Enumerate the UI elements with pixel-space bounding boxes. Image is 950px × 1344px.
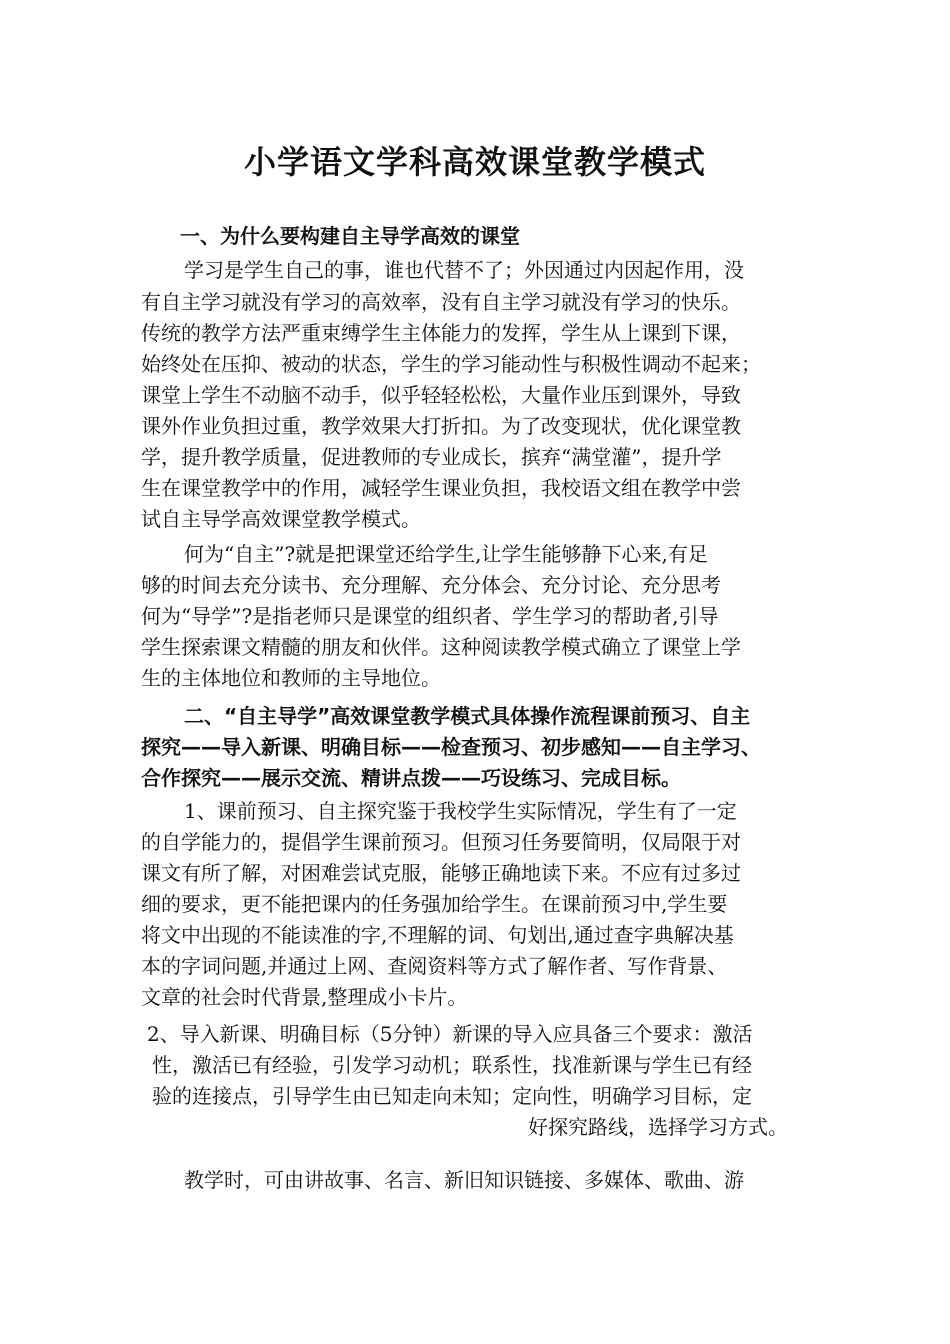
paragraph-2-line: 学生探索课文精髓的朋友和伙伴。这种阅读教学模式确立了课堂上学 (141, 635, 741, 659)
paragraph-1-line: 生在课堂教学中的作用，减轻学生课业负担，我校语文组在教学中尝 (141, 476, 741, 500)
paragraph-3-line: 本的字词问题,并通过上网、查阅资料等方式了解作者、写作背景、 (141, 954, 728, 978)
paragraph-2-line: 何为“自主”?就是把课堂还给学生,让学生能够静下心来,有足 (184, 542, 708, 566)
paragraph-4-line: 验的连接点，引导学生由已知走向未知；定向性，明确学习目标，定 (152, 1084, 752, 1108)
paragraph-3-line: 的自学能力的，提倡学生课前预习。但预习任务要简明，仅局限于对 (141, 830, 741, 854)
section-heading-2-line: 二、“自主导学”高效课堂教学模式具体操作流程课前预习、自主 (184, 704, 751, 728)
paragraph-1-line: 传统的教学方法严重束缚学生主体能力的发挥，学生从上课到下课， (141, 321, 741, 345)
paragraph-4-line: 性，激活已有经验，引发学习动机；联系性，找准新课与学生已有经 (152, 1053, 752, 1077)
paragraph-4-line: 2、导入新课、明确目标（5分钟）新课的导入应具备三个要求：激活 (147, 1022, 753, 1046)
paragraph-1-line: 学习是学生自己的事，谁也代替不了；外因通过内因起作用，没 (184, 258, 744, 282)
paragraph-4-line: 好探究路线，选择学习方式。 (528, 1115, 788, 1139)
paragraph-1-line: 课堂上学生不动脑不动手，似乎轻轻松松，大量作业压到课外，导致 (141, 383, 741, 407)
paragraph-2-line: 生的主体地位和教师的主导地位。 (141, 666, 441, 690)
paragraph-3-line: 细的要求，更不能把课内的任务强加给学生。在课前预习中,学生要 (141, 892, 728, 916)
paragraph-3-line: 文章的社会时代背景,整理成小卡片。 (141, 985, 468, 1009)
document-title: 小学语文学科高效课堂教学模式 (243, 143, 706, 181)
paragraph-3-line: 1、课前预习、自主探究鉴于我校学生实际情况，学生有了一定 (184, 799, 737, 823)
section-heading-2-line: 合作探究——展示交流、精讲点拨——巧设练习、完成目标。 (141, 766, 681, 790)
paragraph-2-line: 何为“导学”?是指老师只是课堂的组织者、学生学习的帮助者,引导 (141, 604, 719, 628)
paragraph-1-line: 试自主导学高效课堂教学模式。 (141, 507, 421, 531)
paragraph-1-line: 始终处在压抑、被动的状态，学生的学习能动性与积极性调动不起来； (141, 352, 761, 376)
section-heading-2-line: 探究——导入新课、明确目标——检查预习、初步感知——自主学习、 (141, 735, 761, 759)
paragraph-1-line: 学，提升教学质量，促进教师的专业成长，摈弃“满堂灌”，提升学 (141, 445, 722, 469)
paragraph-3-line: 将文中出现的不能读准的字,不理解的词、句划出,通过查字典解决基 (141, 923, 734, 947)
paragraph-1-line: 有自主学习就没有学习的高效率，没有自主学习就没有学习的快乐。 (141, 290, 741, 314)
paragraph-2-line: 够的时间去充分读书、充分理解、充分体会、充分讨论、充分思考 (141, 573, 721, 597)
paragraph-3-line: 课文有所了解，对困难尝试克服，能够正确地读下来。不应有过多过 (141, 861, 741, 885)
paragraph-5-line: 教学时，可由讲故事、名言、新旧知识链接、多媒体、歌曲、游 (184, 1168, 744, 1192)
paragraph-1-line: 课外作业负担过重，教学效果大打折扣。为了改变现状，优化课堂教 (141, 414, 741, 438)
section-heading-1: 一、为什么要构建自主导学高效的课堂 (180, 224, 520, 248)
